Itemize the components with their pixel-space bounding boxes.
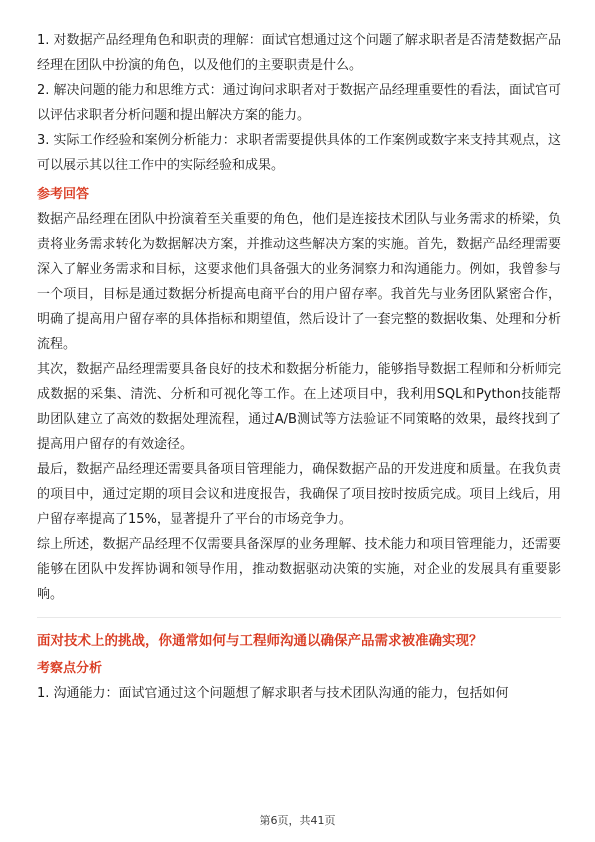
answer-paragraph-1: 数据产品经理在团队中扮演着至关重要的角色，他们是连接技术团队与业务需求的桥梁，负责将业务需求转化为数据解决方案，并推动这些解决方案的实施。首先，数据产品经理需要深入了解业务需求和目标，这要求他们具备强大的业务洞察力和沟通能力。例如，我曾参与一个项目，目标是通过数据分析提高电商平台的用户留存率。我首先与业务团队紧密合作，明确了提高用户留存率的具体指标和期望值，然后设计了一套完整的数据收集、处理和分析流程。 (37, 212, 561, 352)
page-content (37, 28, 561, 706)
answer-paragraph-4: 综上所述，数据产品经理不仅需要具备深厚的业务理解、技术能力和项目管理能力，还需要能够在团队中发挥协调和领导作用，推动数据驱动决策的实施，对企业的发展具有重要影响。 (37, 537, 561, 602)
question-title: 面对技术上的挑战，你通常如何与工程师沟通以确保产品需求被准确实现？ (37, 633, 483, 649)
page-footer: 第6页，共41页 (259, 814, 336, 827)
intro-point-2: 2. 解决问题的能力和思维方式：通过询问求职者对于数据产品经理重要性的看法，面试官可以评估求职者分析问题和提出解决方案的能力。 (37, 83, 561, 123)
answer-paragraph-2: 其次，数据产品经理需要具备良好的技术和数据分析能力，能够指导数据工程师和分析师完成数据的采集、清洗、分析和可视化等工作。在上述项目中，我利用SQL和Python技能帮助团队建立了高效的数据处理流程，通过A/B测试等方法验证不同策略的效果，最终找到了提高用户留存的有效途径。 (37, 362, 561, 452)
intro-point-1: 1. 对数据产品经理角色和职责的理解：面试官想通过这个问题了解求职者是否清楚数据产品经理在团队中扮演的角色，以及他们的主要职责是什么。 (37, 33, 561, 73)
analysis-heading: 考察点分析 (37, 661, 103, 676)
section-divider (37, 617, 561, 618)
analysis-point-1: 1. 沟通能力：面试官通过这个问题想了解求职者与技术团队沟通的能力，包括如何 (37, 686, 509, 701)
answer-paragraph-3: 最后，数据产品经理还需要具备项目管理能力，确保数据产品的开发进度和质量。在我负责的项目中，通过定期的项目会议和进度报告，我确保了项目按时按质完成。项目上线后，用户留存率提高了15%，显著提升了平台的市场竞争力。 (37, 462, 561, 527)
intro-point-3: 3. 实际工作经验和案例分析能力：求职者需要提供具体的工作案例或数字来支持其观点，这可以展示其以往工作中的实际经验和成果。 (37, 133, 561, 173)
reference-answer-heading: 参考回答 (37, 187, 90, 202)
